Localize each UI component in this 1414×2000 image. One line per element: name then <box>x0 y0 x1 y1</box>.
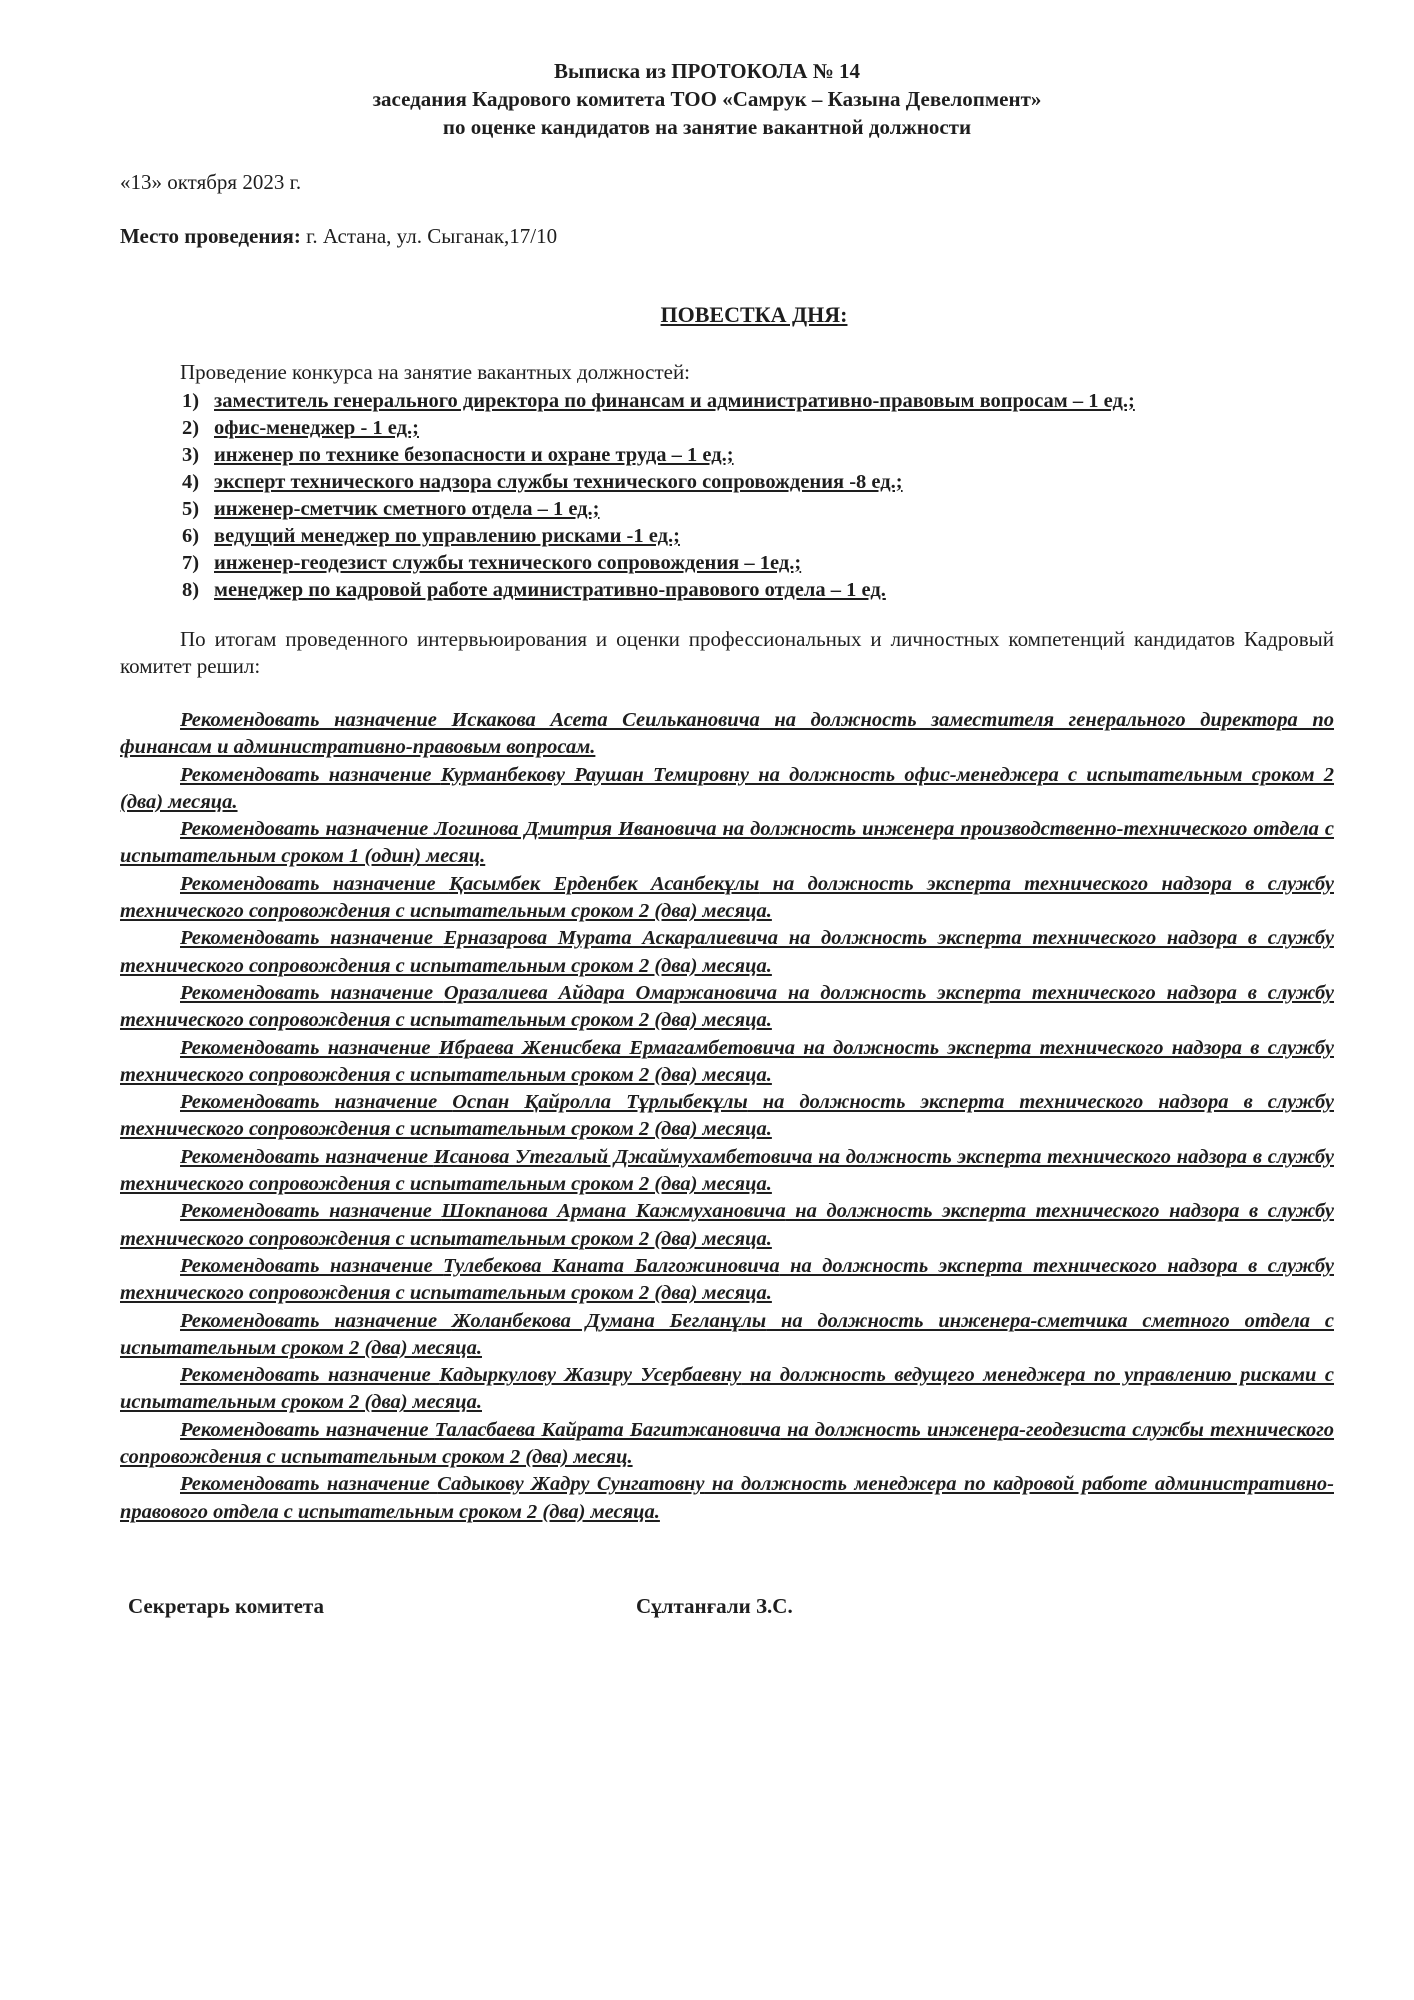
agenda-item <box>182 496 1135 523</box>
candidate-name: Исанова Утегалый Джаймухамбетовича <box>433 1145 813 1168</box>
recommendations-list <box>120 707 1334 1526</box>
recommendation-item <box>120 1144 1334 1199</box>
recommendation-item <box>120 1471 1334 1526</box>
recommendation-lead: Рекомендовать назначение <box>180 872 449 895</box>
recommendation-lead: Рекомендовать назначение <box>180 1091 453 1114</box>
meeting-date: «13» октября 2023 г. <box>120 170 302 194</box>
recommendation-position: на должность менеджера по кадровой работе административно-правового отдела с испытательным сроком 2 (два) месяца. <box>120 1473 1334 1523</box>
agenda-item <box>182 469 1135 496</box>
candidate-name: Таласбаева Кайрата Багитжановича <box>434 1418 781 1441</box>
candidate-name: Ерназарова Мурата Аскаралиевича <box>443 927 779 950</box>
recommendation-lead: Рекомендовать назначение <box>180 818 435 841</box>
location-value: г. Астана, ул. Сыганак,17/10 <box>300 224 558 248</box>
agenda-item <box>182 388 1135 415</box>
recommendation-item <box>120 925 1334 980</box>
recommendation-lead: Рекомендовать назначение <box>180 1364 440 1387</box>
candidate-name: Ибраева Женисбека Ермагамбетовича <box>438 1036 795 1059</box>
decision-intro: По итогам проведенного интервьюирования и оценки профессиональных и личностных компетенций кандидатов Кадровый комитет решил: <box>120 627 1334 678</box>
agenda-item-text: менеджер по кадровой работе административно-правового отдела – 1 ед. <box>214 579 886 601</box>
agenda-item-text: инженер-сметчик сметного отдела – 1 ед.; <box>214 498 600 520</box>
recommendation-position: на должность офис-менеджера с испытательным сроком 2 (два) месяца. <box>120 763 1335 813</box>
agenda-item-text: заместитель генерального директора по финансам и административно-правовым вопросам – 1 ед.; <box>214 390 1135 412</box>
recommendation-item <box>120 1417 1334 1472</box>
agenda-item-number: 1) <box>182 390 200 412</box>
candidate-name: Оразалиева Айдара Омаржановича <box>443 981 777 1004</box>
candidate-name: Жоланбекова Думана Бегланұлы <box>451 1309 767 1332</box>
agenda-item-number: 8) <box>182 579 200 601</box>
recommendation-position: на должность эксперта технического надзора в службу технического сопровождения с испытательным сроком 2 (два) месяца. <box>120 1091 1334 1141</box>
recommendation-position: на должность эксперта технического надзора в службу технического сопровождения с испытательным сроком 2 (два) месяца. <box>120 927 1334 977</box>
recommendation-lead: Рекомендовать назначение <box>180 927 444 950</box>
recommendation-item <box>120 707 1334 762</box>
agenda-item-number: 7) <box>182 552 200 574</box>
agenda-item <box>182 523 1135 550</box>
agenda-item-text: офис-менеджер - 1 ед.; <box>214 417 419 439</box>
agenda-item-text: инженер по технике безопасности и охране труда – 1 ед.; <box>214 444 734 466</box>
recommendation-position: на должность эксперта технического надзора в службу технического сопровождения с испытательным сроком 2 (два) месяца. <box>120 1200 1334 1250</box>
candidate-name: Логинова Дмитрия Ивановича <box>434 818 717 841</box>
document-subtitle-2: по оценке кандидатов на занятие вакантной должности <box>442 115 972 139</box>
recommendation-item <box>120 816 1334 871</box>
document-subtitle: заседания Кадрового комитета ТОО «Самрук – Казына Девелопмент» <box>372 87 1042 111</box>
agenda-item <box>182 577 1135 604</box>
agenda-item-number: 3) <box>182 444 200 466</box>
signature-name: Сұлтанғали З.С. <box>636 1594 793 1618</box>
recommendation-item <box>120 1035 1334 1090</box>
recommendation-lead: Рекомендовать назначение <box>180 1254 444 1277</box>
recommendation-position: на должность эксперта технического надзора в службу технического сопровождения с испытательным сроком 2 (два) месяца. <box>120 872 1334 923</box>
candidate-name: Қасымбек Ерденбек Асанбекұлы <box>448 872 760 895</box>
recommendation-position: на должность эксперта технического надзора в службу технического сопровождения с испытательным сроком 2 (два) месяца. <box>120 1254 1334 1305</box>
recommendation-lead: Рекомендовать назначение <box>180 1145 434 1168</box>
candidate-name: Курманбекову Раушан Темировну <box>440 763 749 786</box>
recommendation-lead: Рекомендовать назначение <box>180 763 441 786</box>
agenda-item <box>182 442 1135 469</box>
candidate-name: Искакова Асета Сеилькановича <box>451 709 760 731</box>
agenda-title: ПОВЕСТКА ДНЯ: <box>660 302 848 327</box>
recommendation-lead: Рекомендовать назначение <box>180 1200 442 1223</box>
recommendation-lead: Рекомендовать назначение <box>180 1473 438 1496</box>
recommendation-position: на должность заместителя генерального директора по финансам и административно-правовым вопросам. <box>120 709 1335 759</box>
recommendation-item <box>120 1308 1334 1363</box>
agenda-intro: Проведение конкурса на занятие вакантных должностей: <box>180 360 691 384</box>
recommendation-lead: Рекомендовать назначение <box>180 709 452 731</box>
agenda-item-number: 5) <box>182 498 200 520</box>
agenda-item-text: инженер-геодезист службы технического сопровождения – 1ед.; <box>214 552 802 574</box>
agenda-item-number: 2) <box>182 417 200 439</box>
candidate-name: Кадыркулову Жазиру Усербаевну <box>439 1364 742 1387</box>
recommendation-item <box>120 1089 1334 1144</box>
recommendation-item <box>120 762 1334 817</box>
candidate-name: Оспан Қайролла Тұрлыбекұлы <box>452 1091 748 1114</box>
agenda-item-text: эксперт технического надзора службы технического сопровождения -8 ед.; <box>214 471 903 493</box>
recommendation-item <box>120 980 1334 1035</box>
agenda-item-text: ведущий менеджер по управлению рисками -1 ед.; <box>214 525 680 547</box>
recommendation-lead: Рекомендовать назначение <box>180 981 444 1004</box>
agenda-item-number: 6) <box>182 525 200 547</box>
recommendation-item <box>120 1362 1334 1417</box>
agenda-item <box>182 415 1135 442</box>
recommendation-position: на должность эксперта технического надзора в службу технического сопровождения с испытательным сроком 2 (два) месяца. <box>120 1036 1334 1086</box>
agenda-item-number: 4) <box>182 471 200 493</box>
recommendation-lead: Рекомендовать назначение <box>180 1309 452 1332</box>
agenda-list <box>182 388 1135 604</box>
recommendation-item <box>120 1253 1334 1308</box>
recommendation-position: на должность эксперта технического надзора в службу технического сопровождения с испытательным сроком 2 (два) месяца. <box>120 981 1335 1032</box>
location-label: Место проведения: <box>120 224 301 248</box>
recommendation-lead: Рекомендовать назначение <box>180 1418 435 1441</box>
meeting-location <box>120 224 557 249</box>
document-title: Выписка из ПРОТОКОЛА № 14 <box>553 59 861 83</box>
recommendation-position: на должность инженера-геодезиста службы технического сопровождения с испытательным сроком 2 (два) месяц. <box>120 1418 1335 1469</box>
recommendation-item <box>120 871 1334 926</box>
signature-role: Секретарь комитета <box>128 1594 324 1618</box>
recommendation-position: на должность инженера-сметчика сметного отдела с испытательным сроком 2 (два) месяца. <box>120 1309 1334 1359</box>
candidate-name: Садыкову Жадру Сунгатовну <box>437 1473 705 1496</box>
candidate-name: Тулебекова Каната Балгожиновича <box>443 1254 780 1277</box>
agenda-item <box>182 550 1135 577</box>
recommendation-position: на должность эксперта технического надзора в службу технического сопровождения с испытательным сроком 2 (два) месяца. <box>120 1145 1334 1196</box>
recommendation-item <box>120 1198 1334 1253</box>
candidate-name: Шокпанова Армана Кажмухановича <box>441 1200 786 1223</box>
recommendation-position: на должность инженера производственно-технического отдела с испытательным сроком 1 (один) месяц. <box>120 818 1334 868</box>
recommendation-lead: Рекомендовать назначение <box>180 1036 439 1059</box>
recommendation-position: на должность ведущего менеджера по управлению рисками с испытательным сроком 2 (два) месяца. <box>120 1364 1335 1414</box>
